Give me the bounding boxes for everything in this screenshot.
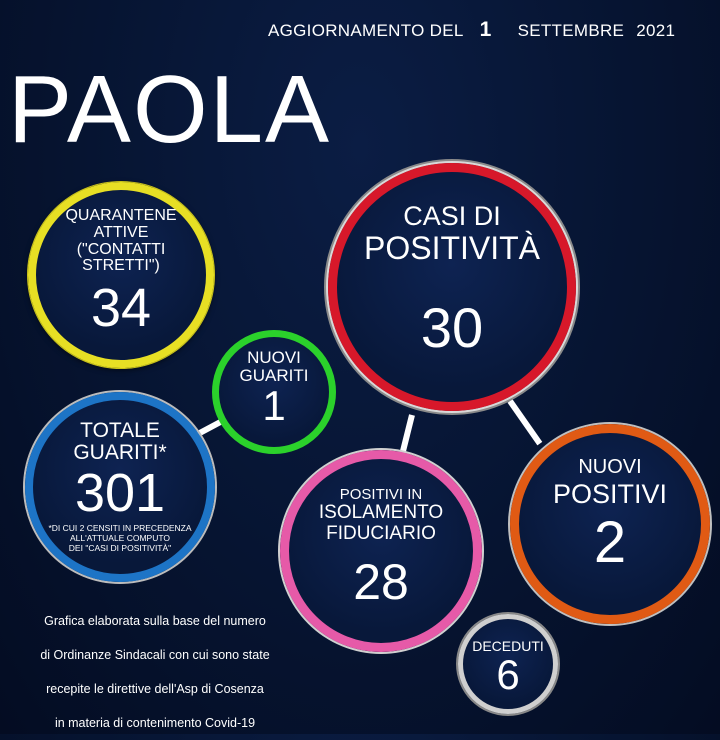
isolation-label-line: ISOLAMENTO — [318, 501, 444, 523]
quarantine-label-line: QUARANTENE — [65, 207, 177, 224]
total-recovered-label-line: TOTALE — [80, 419, 160, 442]
positive-cases-circle — [328, 163, 576, 411]
positive-cases-label: POSITIVITÀ — [363, 230, 541, 267]
total-recovered-note-line: *DI CUI 2 CENSITI IN PRECEDENZA — [48, 523, 192, 534]
connector-line — [399, 414, 415, 456]
new-positive-circle — [510, 424, 710, 624]
new-recovered-label-line: GUARITI — [239, 365, 309, 385]
isolation-label-line: FIDUCIARIO — [326, 522, 436, 544]
quarantine-label-line: ("CONTATTI STRETTI") — [76, 240, 166, 275]
footnote-line: Grafica elaborata sulla base del numero — [44, 614, 266, 628]
quarantine-label — [36, 208, 206, 275]
connector-line — [508, 399, 543, 445]
positive-cases-label: CASI DI — [403, 201, 501, 231]
total-recovered-circle — [25, 392, 215, 582]
isolation-label: POSITIVI IN — [339, 486, 423, 503]
positive-cases-value: 30 — [420, 295, 484, 359]
footnote-line: di Ordinanze Sindacali con cui sono state — [40, 648, 270, 662]
update-day: 1 — [479, 18, 492, 41]
new-positive-label: POSITIVI — [552, 479, 668, 509]
footnote-line: recepite le direttive dell'Asp di Cosenza — [46, 682, 264, 696]
footnote-line: in materia di contenimento Covid-19 — [54, 716, 256, 730]
new-recovered-circle — [212, 330, 336, 454]
quarantine-circle — [28, 182, 214, 368]
update-date — [268, 18, 675, 42]
total-recovered-value: 301 — [74, 463, 166, 524]
total-recovered-label — [73, 420, 166, 464]
new-positive-label: NUOVI — [578, 456, 642, 478]
new-recovered-value: 1 — [262, 381, 286, 429]
source-footnote — [20, 604, 290, 740]
update-month: SETTEMBRE — [517, 21, 625, 40]
deceased-label: DECEDUTI — [472, 638, 544, 654]
new-positive-value: 2 — [593, 510, 627, 576]
isolation-value: 28 — [353, 553, 409, 610]
update-label: AGGIORNAMENTO DEL — [268, 21, 464, 40]
update-year: 2021 — [636, 21, 676, 40]
new-recovered-label-line: NUOVI — [247, 348, 301, 367]
total-recovered-note-line: DEI "CASI DI POSITIVITÀ" — [68, 542, 172, 553]
quarantine-value: 34 — [90, 278, 152, 339]
deceased-value: 6 — [496, 650, 520, 698]
new-recovered-label — [240, 349, 309, 385]
isolation-circle — [280, 450, 482, 652]
city-title: PAOLA — [8, 56, 332, 163]
quarantine-label-line: ATTIVE — [93, 223, 149, 241]
total-recovered-note — [48, 524, 191, 553]
deceased-circle — [458, 614, 558, 714]
total-recovered-note-line: ALL'ATTUALE COMPUTO — [69, 532, 170, 543]
isolation-label — [319, 503, 443, 545]
total-recovered-label-line: GUARITI* — [73, 441, 167, 465]
